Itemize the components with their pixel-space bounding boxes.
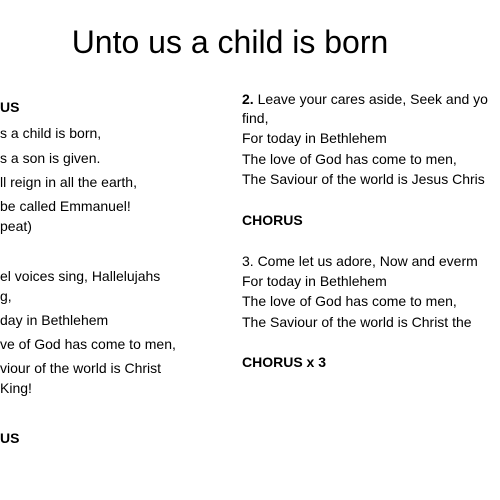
verse2-line: The love of God has come to men, (242, 151, 457, 167)
verse3-line: For today in Bethlehem (242, 273, 387, 289)
left-chorus-line: ll reign in all the earth, (0, 174, 137, 190)
verse3-line: 3. Come let us adore, Now and everm (242, 253, 478, 269)
left-verse1-line: ve of God has come to men, (0, 336, 176, 352)
left-chorus-line: be called Emmanuel! (0, 198, 131, 214)
left-chorus-end: US (0, 430, 20, 446)
left-verse1-line: viour of the world is Christ (0, 360, 162, 376)
left-verse1-line: el voices sing, Hallelujahs (0, 268, 161, 284)
verse2-line: For today in Bethlehem (242, 130, 387, 146)
verse2-number: 2. (242, 91, 254, 107)
left-chorus-line: s a son is given. (0, 150, 101, 166)
verse2-line: Leave your cares aside, Seek and yo (253, 91, 488, 107)
right-chorus-heading: CHORUS (242, 212, 303, 228)
left-verse1-line: King! (0, 380, 32, 396)
verse2-line: find, (242, 110, 269, 126)
left-chorus-heading: US (0, 99, 20, 115)
left-verse1-line: day in Bethlehem (0, 312, 109, 328)
chorus-x3: CHORUS x 3 (242, 354, 327, 370)
verse3-line: The Saviour of the world is Christ the (242, 314, 472, 330)
left-chorus-line: peat) (0, 218, 32, 234)
left-chorus-line: s a child is born, (0, 125, 102, 141)
verse3-line: The love of God has come to men, (242, 293, 457, 309)
left-verse1-line: g, (0, 288, 12, 304)
verse2-line: The Saviour of the world is Jesus Chris (242, 171, 485, 187)
slide-title: Unto us a child is born (71, 24, 389, 60)
verse2-first-line (242, 89, 488, 109)
